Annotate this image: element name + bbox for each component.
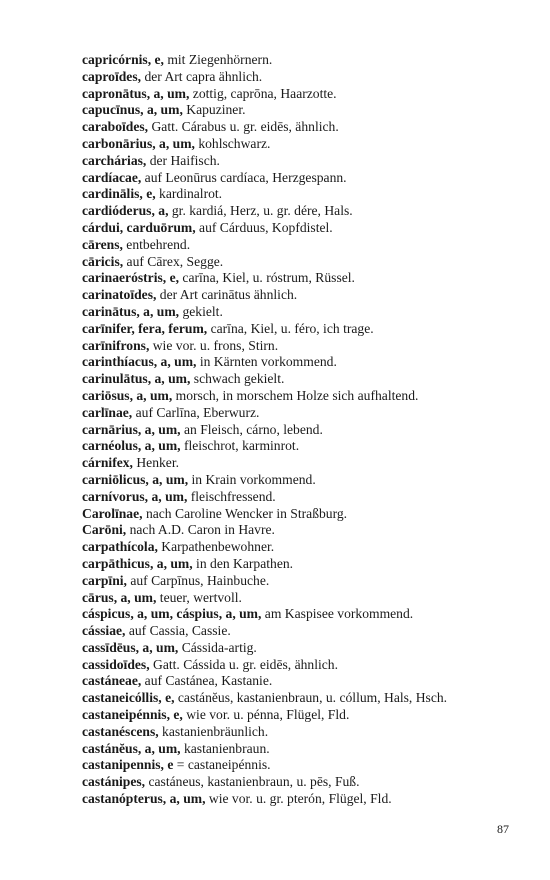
entry-term: cardinālis, e,	[82, 186, 156, 202]
dictionary-entry	[82, 203, 522, 220]
entry-definition: Cássida-artig.	[178, 639, 257, 655]
dictionary-entry	[82, 69, 522, 86]
entry-term: cārus, a, um,	[82, 589, 157, 605]
dictionary-entry	[82, 338, 522, 355]
entry-term: carlīnae,	[82, 404, 133, 420]
entry-term: carpāthicus, a, um,	[82, 555, 193, 571]
entry-definition: der Art capra ähnlich.	[141, 68, 263, 84]
entry-term: cárnifex,	[82, 455, 133, 471]
entry-definition: entbehrend.	[122, 236, 191, 252]
entry-definition: castánĕus, kastanienbraun, u. cóllum, Hals, Hsch.	[174, 690, 448, 706]
entry-definition: der Haifisch.	[146, 152, 220, 168]
entry-definition: kastanienbraun.	[180, 740, 270, 756]
entry-term: carnívorus, a, um,	[82, 488, 188, 504]
entry-term: cārens,	[82, 236, 123, 252]
entry-term: cariōsus, a, um,	[82, 387, 173, 403]
entry-term: cárdui, carduōrum,	[82, 219, 196, 235]
entry-definition: Karpathenbewohner.	[157, 539, 275, 555]
entry-definition: kastanienbräunlich.	[158, 723, 269, 739]
dictionary-entry	[82, 136, 522, 153]
dictionary-entry	[82, 438, 522, 455]
entry-term: carinaeróstris, e,	[82, 270, 180, 286]
entry-definition: morsch, in morschem Holze sich aufhaltend.	[172, 387, 419, 403]
dictionary-entry	[82, 791, 522, 808]
dictionary-entry	[82, 590, 522, 607]
entry-definition: carīna, Kiel, u. róstrum, Rüssel.	[179, 270, 355, 286]
page-number: 87	[497, 822, 509, 836]
dictionary-entry	[82, 186, 522, 203]
entry-term: caraboīdes,	[82, 119, 149, 135]
dictionary-entry	[82, 371, 522, 388]
entry-term: carīnifrons,	[82, 337, 150, 353]
dictionary-entry	[82, 405, 522, 422]
dictionary-entry	[82, 220, 522, 237]
entry-definition: carīna, Kiel, u. féro, ich trage.	[207, 320, 374, 336]
dictionary-entry	[82, 304, 522, 321]
entry-definition: in Kärnten vorkommend.	[196, 354, 337, 370]
dictionary-entry	[82, 522, 522, 539]
dictionary-entry	[82, 774, 522, 791]
entry-term: cassidoīdes,	[82, 656, 150, 672]
entry-term: carpathícola,	[82, 539, 158, 555]
dictionary-entry	[82, 724, 522, 741]
entry-term: carchárias,	[82, 152, 147, 168]
entry-definition: auf Carlīna, Eberwurz.	[132, 404, 260, 420]
dictionary-entry	[82, 472, 522, 489]
dictionary-entry	[82, 422, 522, 439]
entry-definition: mit Ziegenhörnern.	[163, 52, 273, 67]
dictionary-entry	[82, 640, 522, 657]
entry-term: carnārius, a, um,	[82, 421, 181, 437]
entry-term: capricórnis, e,	[82, 52, 164, 67]
entry-definition: wie vor. u. pénna, Flügel, Fld.	[182, 707, 350, 723]
dictionary-entry	[82, 539, 522, 556]
entry-definition: am Kaspisee vorkommend.	[261, 606, 414, 622]
dictionary-entry	[82, 52, 522, 69]
entry-definition: schwach gekielt.	[190, 371, 285, 387]
entry-term: cássiae,	[82, 623, 126, 639]
entry-definition: Henker.	[132, 455, 180, 471]
dictionary-entry	[82, 506, 522, 523]
dictionary-entry	[82, 102, 522, 119]
dictionary-entry	[82, 270, 522, 287]
entry-term: castaneipénnis, e,	[82, 707, 183, 723]
entry-term: castanópterus, a, um,	[82, 791, 206, 807]
entry-definition: zottig, caprōna, Haarzotte.	[189, 85, 337, 101]
dictionary-entry	[82, 153, 522, 170]
entry-term: carniōlicus, a, um,	[82, 471, 189, 487]
dictionary-entry	[82, 237, 522, 254]
entry-term: castanéscens,	[82, 723, 159, 739]
dictionary-entry	[82, 489, 522, 506]
entry-definition: teuer, wertvoll.	[156, 589, 242, 605]
entry-term: cardióderus, a,	[82, 203, 169, 219]
entry-term: carinulātus, a, um,	[82, 371, 191, 387]
entry-definition: in den Karpathen.	[192, 555, 294, 571]
dictionary-entry	[82, 623, 522, 640]
entry-definition: auf Carpīnus, Hainbuche.	[126, 572, 270, 588]
dictionary-entry	[82, 673, 522, 690]
entry-definition: auf Cárduus, Kopfdistel.	[195, 219, 333, 235]
entry-term: caproīdes,	[82, 68, 142, 84]
dictionary-entry-list	[82, 52, 522, 808]
entry-definition: wie vor. u. frons, Stirn.	[149, 337, 279, 353]
entry-definition: auf Leonūrus cardíaca, Herzgespann.	[141, 169, 347, 185]
dictionary-entry	[82, 455, 522, 472]
entry-term: castaneicóllis, e,	[82, 690, 175, 706]
entry-definition: nach A.D. Caron in Havre.	[126, 522, 275, 538]
dictionary-entry	[82, 388, 522, 405]
entry-definition: Kapuziner.	[182, 102, 246, 118]
entry-term: carbonārius, a, um,	[82, 135, 195, 151]
entry-definition: fleischrot, karminrot.	[180, 438, 300, 454]
entry-term: capronātus, a, um,	[82, 85, 190, 101]
entry-term: capucīnus, a, um,	[82, 102, 183, 118]
entry-definition: an Fleisch, cárno, lebend.	[180, 421, 323, 437]
entry-definition: auf Cassia, Cassie.	[125, 623, 231, 639]
entry-term: carnéolus, a, um,	[82, 438, 181, 454]
entry-definition: Gatt. Cárabus u. gr. eidēs, ähnlich.	[148, 119, 339, 135]
dictionary-entry	[82, 556, 522, 573]
entry-definition: auf Castánea, Kastanie.	[141, 673, 273, 689]
entry-definition: gekielt.	[179, 303, 223, 319]
entry-term: castáneae,	[82, 673, 142, 689]
dictionary-entry	[82, 573, 522, 590]
dictionary-entry	[82, 741, 522, 758]
entry-term: castánĕus, a, um,	[82, 740, 181, 756]
dictionary-entry	[82, 707, 522, 724]
dictionary-entry	[82, 254, 522, 271]
entry-term: carinthíacus, a, um,	[82, 354, 197, 370]
entry-term: castánipes,	[82, 774, 146, 790]
entry-definition: kohlschwarz.	[194, 135, 271, 151]
dictionary-entry	[82, 657, 522, 674]
entry-definition: nach Caroline Wencker in Straßburg.	[142, 505, 348, 521]
entry-definition: castáneus, kastanienbraun, u. pēs, Fuß.	[145, 774, 360, 790]
dictionary-entry	[82, 757, 522, 774]
entry-term: castanipennis, e	[82, 757, 174, 773]
dictionary-entry	[82, 86, 522, 103]
entry-definition: in Krain vorkommend.	[188, 471, 316, 487]
entry-term: carinatoīdes,	[82, 287, 157, 303]
dictionary-entry	[82, 321, 522, 338]
dictionary-entry	[82, 354, 522, 371]
entry-definition: kardinalrot.	[155, 186, 223, 202]
entry-term: cáspicus, a, um, cáspius, a, um,	[82, 606, 262, 622]
entry-definition: wie vor. u. gr. pterón, Flügel, Fld.	[205, 791, 392, 807]
entry-term: Carolīnae,	[82, 505, 143, 521]
dictionary-entry	[82, 170, 522, 187]
dictionary-entry	[82, 119, 522, 136]
entry-term: cassīdēus, a, um,	[82, 639, 179, 655]
entry-definition: Gatt. Cássida u. gr. eidēs, ähnlich.	[149, 656, 338, 672]
entry-term: carīnifer, fera, ferum,	[82, 320, 208, 336]
dictionary-entry	[82, 606, 522, 623]
entry-term: carpīni,	[82, 572, 127, 588]
entry-definition: gr. kardiá, Herz, u. gr. dére, Hals.	[168, 203, 353, 219]
entry-definition: fleischfressend.	[187, 488, 276, 504]
dictionary-entry	[82, 287, 522, 304]
entry-term: Carōni,	[82, 522, 127, 538]
entry-definition: = castaneipénnis.	[173, 757, 271, 773]
dictionary-entry	[82, 690, 522, 707]
entry-term: cardíacae,	[82, 169, 142, 185]
entry-term: carinātus, a, um,	[82, 303, 180, 319]
entry-term: cāricis,	[82, 253, 124, 269]
entry-definition: der Art carinātus ähnlich.	[156, 287, 298, 303]
entry-definition: auf Cārex, Segge.	[123, 253, 224, 269]
